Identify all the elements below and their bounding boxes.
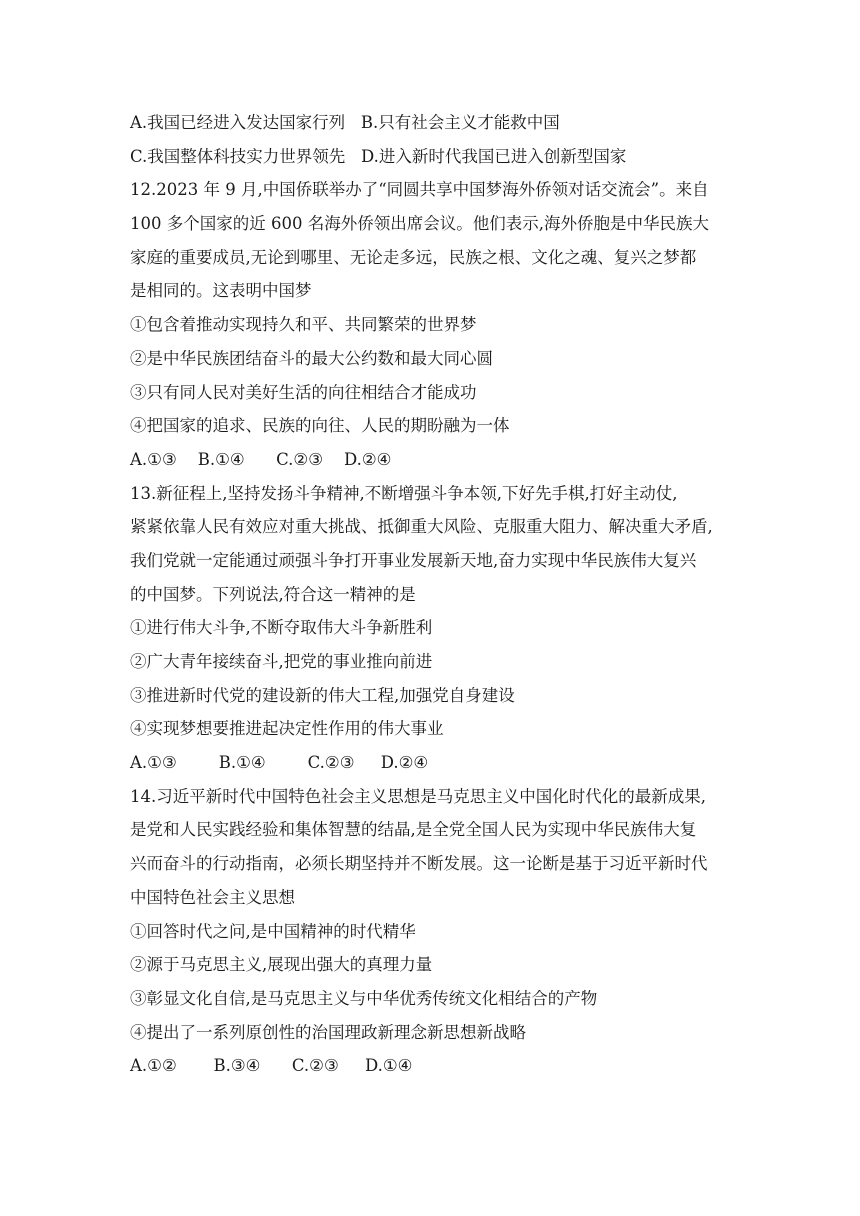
question-13-line: 我们党就一定能通过顽强斗争打开事业发展新天地,奋力实现中华民族伟大复兴 — [130, 550, 697, 570]
statement-item: ④把国家的追求、民族的向往、人民的期盼融为一体 — [130, 416, 510, 436]
statement-item: ①回答时代之问,是中国精神的时代精华 — [130, 921, 416, 941]
question-12-line: 12.2023 年 9 月,中国侨联举办了“同圆共享中国梦海外侨领对话交流会”。来自 — [130, 180, 709, 200]
answer-options: A.①③ B.①④ C.②③ D.②④ — [130, 449, 392, 469]
question-13-line: 的中国梦。下列说法,符合这一精神的是 — [130, 584, 416, 604]
answer-options: A.①③ B.①④ C.②③ D.②④ — [130, 753, 429, 773]
statement-item: ③只有同人民对美好生活的向往相结合才能成功 — [130, 382, 477, 402]
question-12-line: 是相同的。这表明中国梦 — [130, 281, 312, 301]
statement-item: ①进行伟大斗争,不断夺取伟大斗争新胜利 — [130, 618, 433, 638]
statement-item: ③推进新时代党的建设新的伟大工程,加强党自身建设 — [130, 685, 515, 705]
question-14-line: 兴而奋斗的行动指南，必须长期坚持并不断发展。这一论断是基于习近平新时代 — [130, 854, 708, 874]
question-12-line: 100 多个国家的近 600 名海外侨领出席会议。他们表示,海外侨胞是中华民族大 — [130, 214, 709, 234]
question-13-line: 13.新征程上,坚持发扬斗争精神,不断增强斗争本领,下好先手棋,打好主动仗, — [130, 483, 678, 503]
statement-item: ②是中华民族团结奋斗的最大公约数和最大同心圆 — [130, 348, 493, 368]
question-14-line: 14.习近平新时代中国特色社会主义思想是马克思主义中国化时代化的最新成果, — [130, 786, 706, 806]
question-14-line: 是党和人民实践经验和集体智慧的结晶,是全党全国人民为实现中华民族伟大复 — [130, 820, 697, 840]
option-line-11cd: C.我国整体科技实力世界领先 D.进入新时代我国已进入创新型国家 — [130, 146, 627, 166]
option-line-11ab: A.我国已经进入发达国家行列 B.只有社会主义才能救中国 — [130, 113, 560, 132]
answer-options: A.①② B.③④ C.②③ D.①④ — [130, 1056, 413, 1076]
question-text — [130, 106, 740, 1083]
question-12-line: 家庭的重要成员,无论到哪里、无论走多远，民族之根、文化之魂、复兴之梦都 — [130, 247, 697, 267]
statement-item: ②源于马克思主义,展现出强大的真理力量 — [130, 955, 433, 975]
question-13-line: 紧紧依靠人民有效应对重大挑战、抵御重大风险、克服重大阻力、解决重大矛盾, — [130, 517, 713, 537]
statement-item: ③彰显文化自信,是马克思主义与中华优秀传统文化相结合的产物 — [130, 988, 598, 1008]
statement-item: ④实现梦想要推进起决定性作用的伟大事业 — [130, 719, 444, 739]
statement-item: ①包含着推动实现持久和平、共同繁荣的世界梦 — [130, 315, 477, 335]
statement-item: ②广大青年接续奋斗,把党的事业推向前进 — [130, 652, 433, 671]
statement-item: ④提出了一系列原创性的治国理政新理念新思想新战略 — [130, 1022, 526, 1042]
question-14-line: 中国特色社会主义思想 — [130, 887, 295, 907]
